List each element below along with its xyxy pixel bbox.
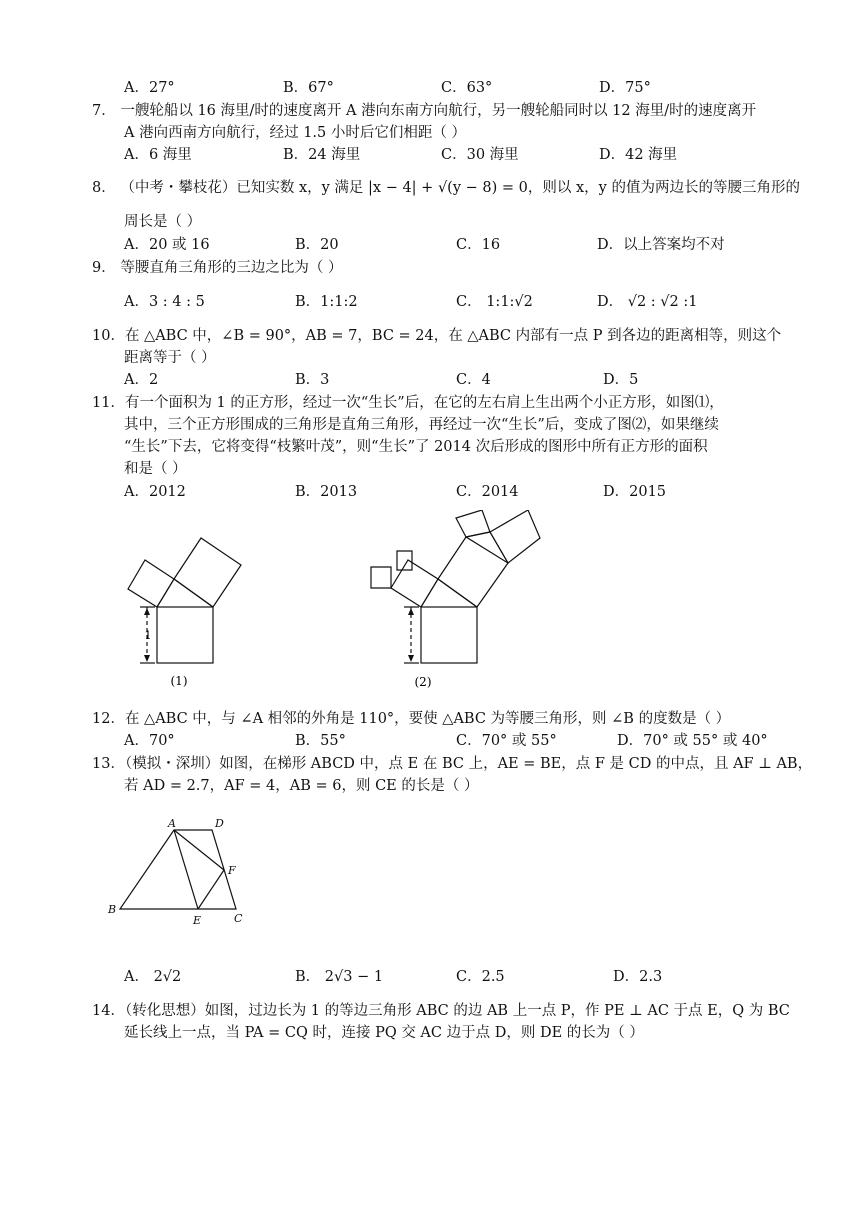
right-right-square — [490, 510, 540, 563]
base-square — [157, 607, 213, 663]
q11-line-2: 其中，三个正方形围成的三角形是直角三角形，再经过一次“生长”后，变成了图⑵，如果继续 — [124, 417, 719, 433]
q9-option-b: B．1:1:2 — [295, 294, 358, 310]
segment-af — [174, 830, 224, 870]
q10-option-a: A．2 — [124, 372, 159, 388]
q11-option-c: C．2014 — [456, 484, 519, 500]
q7-option-d: D．42 海里 — [599, 147, 678, 163]
arrow-down-icon — [408, 655, 414, 662]
q13-line-2: 若 AD = 2.7，AF = 4，AB = 6，则 CE 的长是（ ） — [124, 778, 479, 794]
q14-line-2: 延长线上一点，当 PA = CQ 时，连接 PQ 交 AC 边于点 D，则 DE 的长为（ ） — [124, 1025, 644, 1041]
q11-option-b: B．2013 — [295, 484, 358, 500]
q11-option-d: D．2015 — [603, 484, 667, 500]
side-length-label: 1 — [144, 629, 152, 642]
point-b-label: B — [108, 903, 117, 916]
q7-option-a: A．6 海里 — [124, 147, 192, 163]
q12-option-b: B．55° — [295, 733, 346, 749]
q10-option-c: C．4 — [456, 372, 491, 388]
q6-option-b: B．67° — [283, 80, 334, 96]
q7-option-c: C．30 海里 — [441, 147, 519, 163]
q11-line-1: 11．有一个面积为 1 的正方形，经过一次“生长”后，在它的左右肩上生出两个小正方形，如图⑴， — [92, 395, 724, 411]
q9-option-d: D． √2 : √2 :1 — [597, 294, 698, 310]
segment-ef — [198, 870, 224, 909]
q13-option-b: B． 2√3 − 1 — [295, 969, 384, 985]
arrow-up-icon — [408, 608, 414, 615]
q11-option-a: A．2012 — [124, 484, 186, 500]
q13-line-1: 13．（模拟・深圳）如图，在梯形 ABCD 中，点 E 在 BC 上，AE = BE，点 F 是 CD 的中点，且 AF ⊥ AB， — [92, 756, 813, 772]
q8-option-a: A．20 或 16 — [124, 237, 210, 253]
q8-option-c: C．16 — [456, 237, 501, 253]
q6-option-d: D．75° — [599, 80, 651, 96]
trapezoid-diagram — [104, 814, 254, 930]
q7-line-1: 7． 一艘轮船以 16 海里/时的速度离开 A 港向东南方向航行，另一艘轮船同时以 12 海里/时的速度离开 — [92, 103, 757, 119]
q8-line-2: 周长是（ ） — [124, 214, 202, 230]
q10-option-d: D．5 — [603, 372, 639, 388]
q7-option-b: B．24 海里 — [283, 147, 361, 163]
q6-option-a: A．27° — [124, 80, 175, 96]
q12-line-1: 12．在 △ABC 中，与 ∠A 相邻的外角是 110°，要使 △ABC 为等腰三角形，则 ∠B 的度数是（ ） — [92, 711, 731, 727]
point-f-label: F — [228, 864, 236, 877]
point-a-label: A — [168, 817, 176, 830]
q10-option-b: B．3 — [295, 372, 330, 388]
left-small-square — [128, 560, 174, 607]
left-level1-square — [391, 560, 438, 607]
q8-line-1: 8． （中考・攀枝花）已知实数 x，y 满足 |x − 4| + √(y − 8) = 0，则以 x，y 的值为两边长的等腰三角形的 — [92, 180, 800, 196]
q8-option-b: B．20 — [295, 237, 339, 253]
point-c-label: C — [234, 912, 243, 925]
base-square — [421, 607, 477, 663]
q8-option-d: D．以上答案均不对 — [597, 237, 725, 253]
q13-option-c: C．2.5 — [456, 969, 505, 985]
point-e-label: E — [193, 914, 202, 927]
segment-ae — [174, 830, 198, 909]
figure-2-caption: (2) — [414, 675, 432, 689]
q10-line-1: 10．在 △ABC 中，∠B = 90°，AB = 7，BC = 24，在 △ABC 内部有一点 P 到各边的距离相等，则这个 — [92, 328, 782, 344]
q11-figure-1 — [120, 535, 250, 695]
q9-option-a: A．3 : 4 : 5 — [124, 294, 205, 310]
q9-option-c: C． 1:1:√2 — [456, 294, 533, 310]
tree-figure-1 — [120, 535, 250, 695]
q9-line-1: 9． 等腰直角三角形的三边之比为（ ） — [92, 260, 343, 276]
q13-trapezoid-figure — [104, 814, 254, 930]
q11-figure-2 — [368, 510, 548, 695]
q11-line-3: “生长”下去，它将变得“枝繁叶茂”，则“生长”了 2014 次后形成的图形中所有正方形的面积 — [124, 439, 708, 455]
q14-line-1: 14．（转化思想）如图，过边长为 1 的等边三角形 ABC 的边 AB 上一点 P，作 PE ⊥ AC 于点 E，Q 为 BC — [92, 1003, 790, 1019]
right-level1-square — [438, 537, 508, 607]
tree-figure-2 — [368, 510, 548, 695]
q11-line-4: 和是（ ） — [124, 461, 187, 477]
right-small-square — [174, 538, 241, 607]
left-left-square — [371, 567, 391, 588]
q12-option-c: C．70° 或 55° — [456, 733, 557, 749]
q13-option-a: A． 2√2 — [124, 969, 182, 985]
q10-line-2: 距离等于（ ） — [124, 350, 216, 366]
arrow-up-icon — [144, 608, 150, 615]
q13-option-d: D．2.3 — [613, 969, 663, 985]
arrow-down-icon — [144, 655, 150, 662]
figure-1-caption: (1) — [170, 674, 188, 688]
q12-option-d: D．70° 或 55° 或 40° — [617, 733, 768, 749]
q7-line-2: A 港向西南方向航行，经过 1.5 小时后它们相距（ ） — [124, 125, 466, 141]
q6-option-c: C．63° — [441, 80, 493, 96]
q12-option-a: A．70° — [124, 733, 175, 749]
point-d-label: D — [215, 817, 224, 830]
